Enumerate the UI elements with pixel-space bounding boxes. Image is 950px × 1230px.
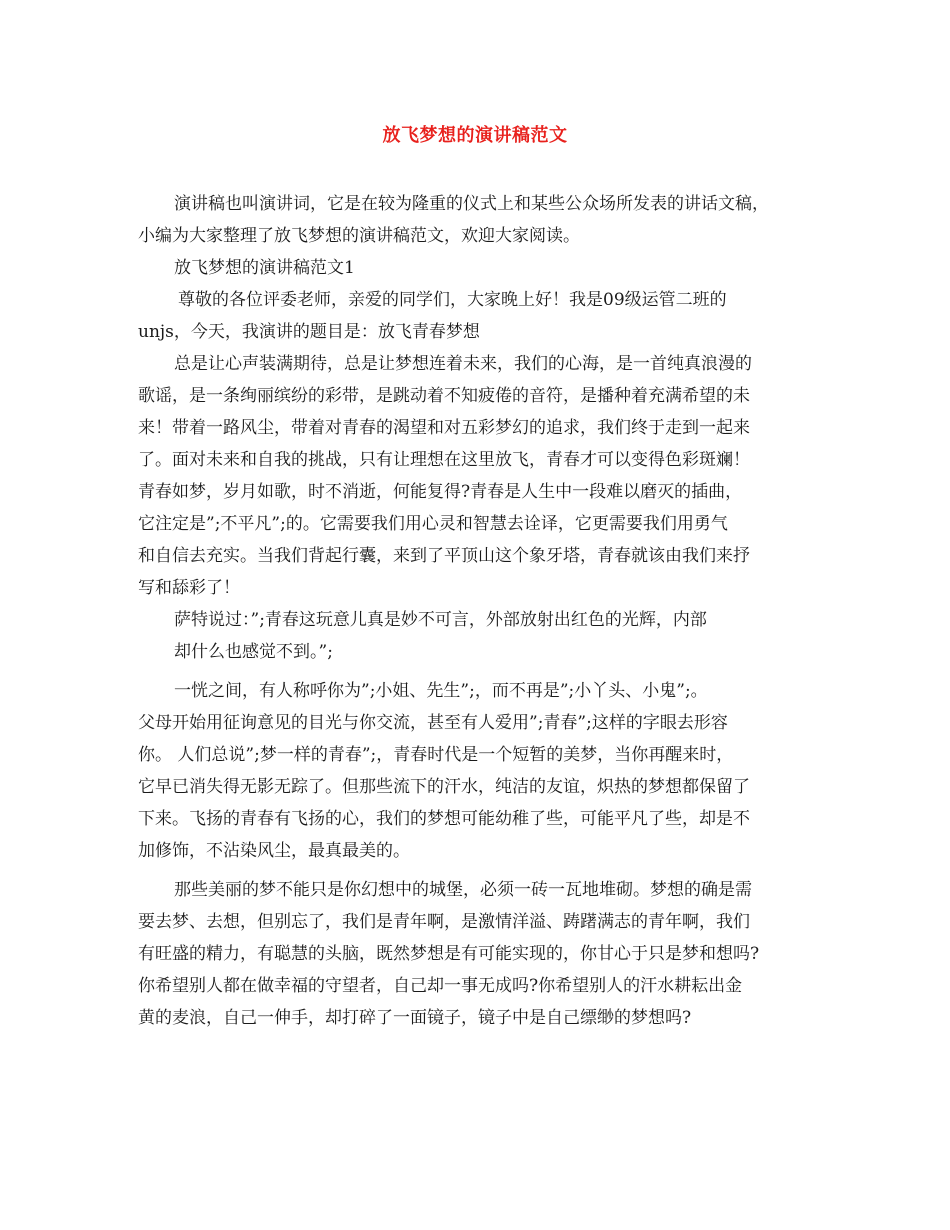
paragraph-line: 下来。飞扬的青春有飞扬的心，我们的梦想可能幼稚了些，可能平凡了些，却是不 xyxy=(138,809,750,829)
paragraph-line: 来！带着一路风尘，带着对青春的渴望和对五彩梦幻的追求，我们终于走到一起来 xyxy=(138,418,750,438)
section-heading: 放飞梦想的演讲稿范文1 xyxy=(174,258,355,278)
paragraph-line: 青春如梦，岁月如歌，时不消逝，何能复得?青春是人生中一段难以磨灭的插曲， xyxy=(138,482,743,502)
paragraph-line: 小编为大家整理了放飞梦想的演讲稿范文，欢迎大家阅读。 xyxy=(138,226,580,246)
paragraph-line: 父母开始用征询意见的目光与你交流，甚至有人爱用”;青春”;这样的字眼去形容 xyxy=(138,713,728,733)
paragraph-line: 那些美丽的梦不能只是你幻想中的城堡，必须一砖一瓦地堆砌。梦想的确是需 xyxy=(174,880,752,900)
paragraph-line: 你希望别人都在做幸福的守望者，自己却一事无成吗?你希望别人的汗水耕耘出金 xyxy=(138,976,743,996)
paragraph-line: 加修饰，不沾染风尘，最真最美的。 xyxy=(138,841,410,861)
paragraph-line: 它早已消失得无影无踪了。但那些流下的汗水，纯洁的友谊，炽热的梦想都保留了 xyxy=(138,777,750,797)
paragraph-line: 萨特说过：”;青春这玩意儿真是妙不可言，外部放射出红色的光辉，内部 xyxy=(174,610,707,630)
paragraph-line: 和自信去充实。当我们背起行囊，来到了平顶山这个象牙塔，青春就该由我们来抒 xyxy=(138,546,750,566)
paragraph-line: 尊敬的各位评委老师，亲爱的同学们，大家晚上好！我是09级运管二班的 xyxy=(178,290,727,310)
paragraph-line: 却什么也感觉不到。”; xyxy=(174,642,333,662)
paragraph-line: 你。 人们总说”;梦一样的青春”;，青春时代是一个短暂的美梦，当你再醒来时， xyxy=(138,745,734,765)
paragraph-line: 有旺盛的精力，有聪慧的头脑，既然梦想是有可能实现的，你甘心于只是梦和想吗? xyxy=(138,944,760,964)
paragraph-line: 它注定是”;不平凡”;的。它需要我们用心灵和智慧去诠译，它更需要我们用勇气 xyxy=(138,514,728,534)
document-title: 放飞梦想的演讲稿范文 xyxy=(382,125,568,146)
paragraph-line: 歌谣，是一条绚丽缤纷的彩带，是跳动着不知疲倦的音符，是播种着充满希望的未 xyxy=(138,386,750,406)
paragraph-line: unjs，今天，我演讲的题目是：放飞青春梦想 xyxy=(138,322,480,342)
paragraph-line: 一恍之间，有人称呼你为”;小姐、先生”;，而不再是”;小丫头、小鬼”;。 xyxy=(174,681,708,701)
paragraph-line: 要去梦、去想，但别忘了，我们是青年啊，是激情洋溢、踌躇满志的青年啊，我们 xyxy=(138,912,750,932)
paragraph-line: 黄的麦浪，自己一伸手，却打碎了一面镜子，镜子中是自己缥缈的梦想吗? xyxy=(138,1008,692,1028)
paragraph-line: 演讲稿也叫演讲词，它是在较为隆重的仪式上和某些公众场所发表的讲话文稿， xyxy=(174,194,769,214)
paragraph-line: 写和舔彩了！ xyxy=(138,578,240,598)
paragraph-line: 总是让心声装满期待，总是让梦想连着未来，我们的心海，是一首纯真浪漫的 xyxy=(174,354,752,374)
paragraph-line: 了。面对未来和自我的挑战，只有让理想在这里放飞，青春才可以变得色彩斑斓！ xyxy=(138,450,750,470)
document-body xyxy=(138,188,818,1034)
